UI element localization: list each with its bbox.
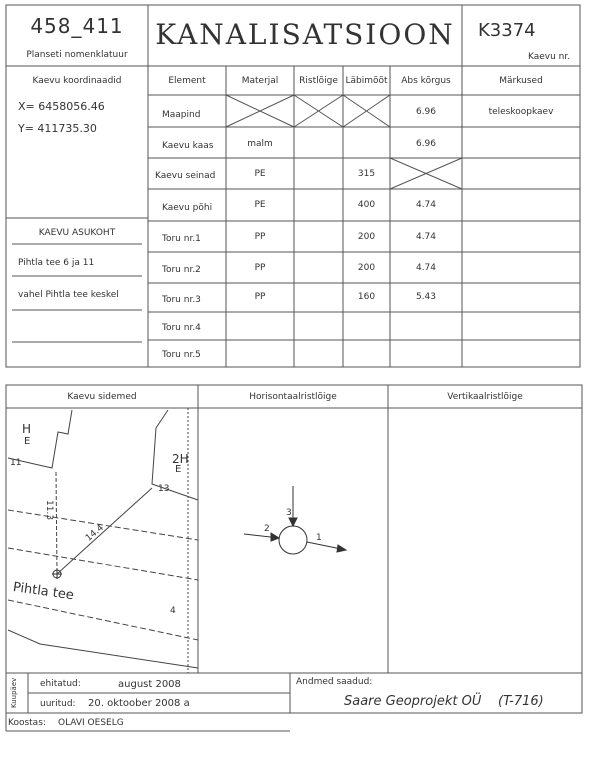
company-license: (T-716) (498, 694, 544, 709)
table-cell: Toru nr.5 (162, 350, 201, 360)
table-cell: Kaevu seinad (155, 171, 216, 181)
coords-label: Kaevu koordinaadid (32, 76, 122, 86)
table-cell: Toru nr.2 (162, 265, 201, 275)
table-cell: PP (254, 263, 266, 273)
table-cell: PP (254, 232, 266, 242)
table-cell: 4.74 (415, 200, 437, 210)
document-title: KANALISATSIOON (155, 18, 455, 51)
section-title-ties: Kaevu sidemed (67, 392, 137, 402)
table-cell: 200 (357, 232, 376, 242)
map-building-number: 11 (10, 458, 22, 468)
author-name: OLAVI OESELG (58, 718, 124, 728)
pipe-label-3: 3 (286, 508, 292, 518)
well-number: K3374 (478, 20, 536, 41)
map-lot-number: 4 (170, 606, 176, 616)
table-cell: 5.43 (415, 292, 437, 302)
table-cell: PE (254, 169, 266, 179)
table-cell: Toru nr.3 (162, 295, 201, 305)
table-cell: 200 (357, 263, 376, 273)
table-cell: 160 (357, 292, 376, 302)
table-cell: 6.96 (415, 139, 437, 149)
table-cell: 4.74 (415, 263, 437, 273)
table-cell: Toru nr.1 (162, 234, 201, 244)
footer-side-label: Kuupäev (10, 677, 18, 708)
built-label: ehitatud: (40, 679, 81, 689)
header-diameter: Läbimõõt (345, 76, 388, 86)
table-cell: 4.74 (415, 232, 437, 242)
header-element: Element (168, 76, 206, 86)
measured-value: 20. oktoober 2008 a (88, 698, 190, 709)
table-cell: teleskoopkaev (488, 107, 554, 117)
table-cell: 6.96 (415, 107, 437, 117)
header-remarks: Märkused (499, 76, 543, 86)
location-line2: vahel Pihtla tee keskel (18, 290, 119, 300)
map-building-letter: 2H (172, 452, 189, 466)
map-building-letter: H (22, 422, 32, 436)
pipe-label-1: 1 (316, 533, 322, 543)
header-material: Materjal (241, 76, 279, 86)
section-title-horizontal: Horisontaalristlõige (249, 392, 337, 402)
pipe-label-2: 2 (264, 524, 270, 534)
map-distance-label: 11.3 (44, 500, 54, 521)
table-cell: malm (247, 139, 273, 149)
section-title-vertical: Vertikaalristlõige (447, 392, 523, 402)
well-label: Kaevu nr. (528, 52, 571, 62)
header-abs-height: Abs kõrgus (401, 76, 451, 86)
coord-x: X= 6458056.46 (18, 100, 105, 113)
header-cross-section: Ristlõige (299, 76, 338, 86)
plan-number: 458_411 (30, 14, 124, 38)
table-cell: PE (254, 200, 266, 210)
map-building-letter: E (175, 464, 182, 475)
ties-map (8, 408, 198, 673)
table-cell: Maapind (162, 110, 201, 120)
coord-y: Y= 411735.30 (18, 122, 97, 135)
map-building-number: 13 (158, 484, 170, 494)
table-cell: 400 (357, 200, 376, 210)
map-building-letter: E (24, 436, 31, 447)
table-cell: 315 (357, 169, 376, 179)
data-source-label: Andmed saadud: (296, 677, 373, 687)
table-cell: PP (254, 292, 266, 302)
built-value: august 2008 (118, 679, 181, 690)
company-name: Saare Geoprojekt OÜ (344, 694, 482, 709)
map-distance-label: 14.4 (84, 523, 106, 544)
horizontal-section-drawing (244, 486, 346, 554)
table-cell: Kaevu kaas (162, 141, 214, 151)
location-line1: Pihtla tee 6 ja 11 (18, 258, 95, 268)
map-street-name: Pihtla tee (11, 580, 75, 604)
measured-label: uuritud: (40, 699, 76, 709)
location-label: KAEVU ASUKOHT (38, 228, 116, 238)
table-cell: Toru nr.4 (162, 323, 201, 333)
plan-label: Planseti nomenklatuur (26, 50, 128, 60)
author-label: Koostas: (8, 718, 46, 728)
table-cell: Kaevu põhi (162, 203, 213, 213)
